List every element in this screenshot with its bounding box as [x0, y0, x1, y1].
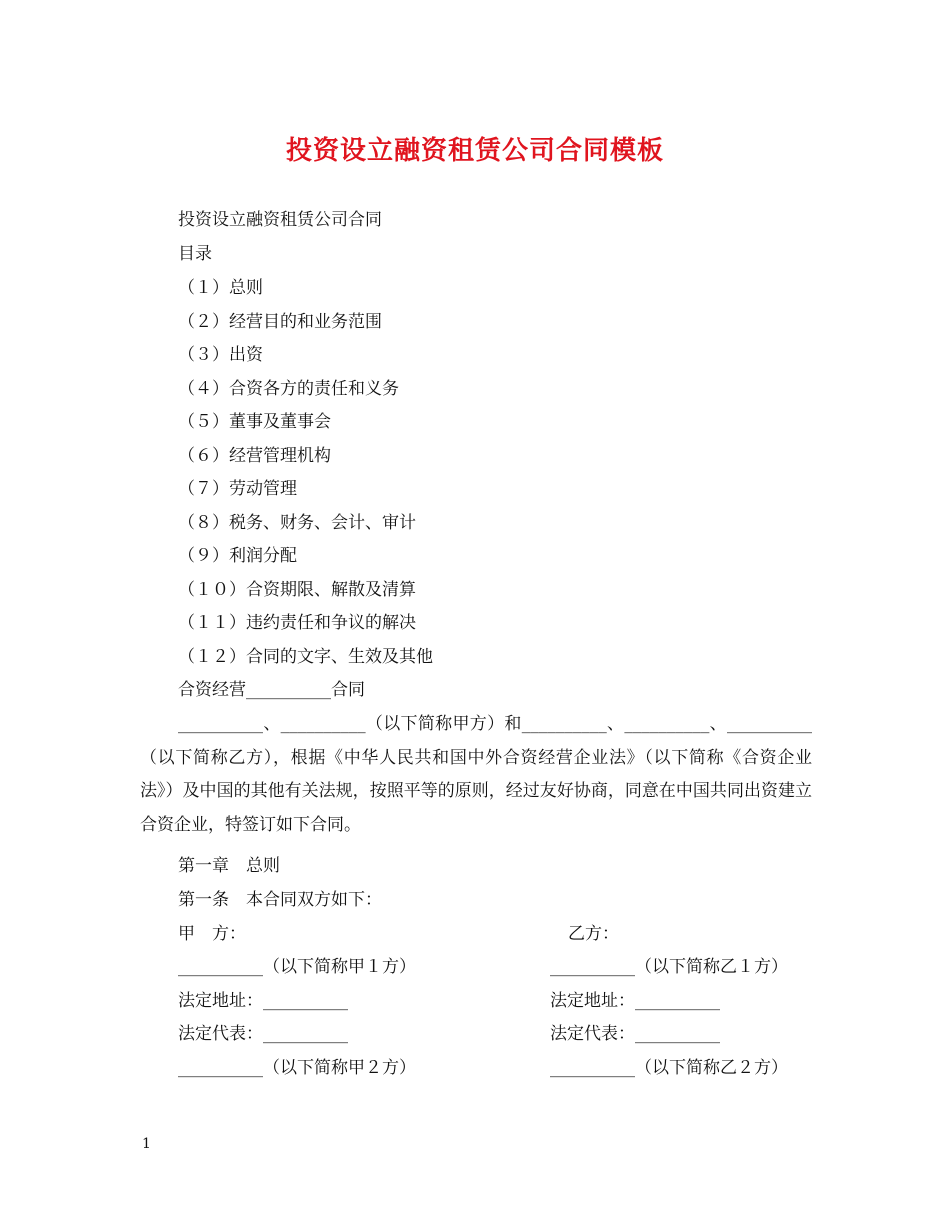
toc-item: （７）劳动管理 [178, 479, 297, 499]
toc-item: （１）总则 [178, 278, 263, 298]
toc-item: （９）利润分配 [178, 546, 297, 566]
toc-item: （８）税务、财务、会计、审计 [178, 513, 416, 533]
toc-item: （２）经营目的和业务范围 [178, 312, 382, 332]
party-a2-line: __________（以下简称甲２方） [178, 1058, 416, 1078]
page-number: 1 [142, 1136, 151, 1152]
toc-item: （４）合资各方的责任和义务 [178, 379, 399, 399]
article-heading: 第一条 本合同双方如下： [178, 890, 382, 910]
toc-heading: 目录 [178, 244, 212, 264]
party-a-label: 甲 方： [178, 924, 246, 944]
toc-item: （１１）违约责任和争议的解决 [178, 613, 416, 633]
toc-item: （１２）合同的文字、生效及其他 [178, 647, 433, 667]
document-title: 投资设立融资租赁公司合同模板 [285, 136, 664, 166]
party-b1-line: __________（以下简称乙１方） [550, 957, 788, 977]
contract-name-line: 合资经营__________合同 [178, 680, 365, 700]
party-b-rep: 法定代表：__________ [550, 1024, 720, 1044]
toc-item: （３）出资 [178, 345, 263, 365]
toc-item: （１０）合资期限、解散及清算 [178, 580, 416, 600]
toc-item: （５）董事及董事会 [178, 412, 331, 432]
party-a-rep: 法定代表：__________ [178, 1024, 348, 1044]
party-b2-line: __________（以下简称乙２方） [550, 1058, 788, 1078]
party-b-address: 法定地址：__________ [550, 991, 720, 1011]
chapter-heading: 第一章 总则 [178, 856, 280, 876]
party-b-label: 乙方： [568, 924, 619, 944]
preamble-paragraph: __________、__________（以下简称甲方）和__________、__________、__________（以下简称乙方），根据《中华人民共和国中外合资经营企业法》（以下简称《合资企业法》）及中国的其他有关法规，按照平等的原则，经过友好协商，同意在中国共同出资建立合资企业，特签订如下合同。 [140, 714, 812, 835]
party-a1-line: __________（以下简称甲１方） [178, 957, 416, 977]
toc-item: （６）经营管理机构 [178, 446, 331, 466]
party-a-address: 法定地址：__________ [178, 991, 348, 1011]
contract-subtitle: 投资设立融资租赁公司合同 [178, 210, 382, 230]
